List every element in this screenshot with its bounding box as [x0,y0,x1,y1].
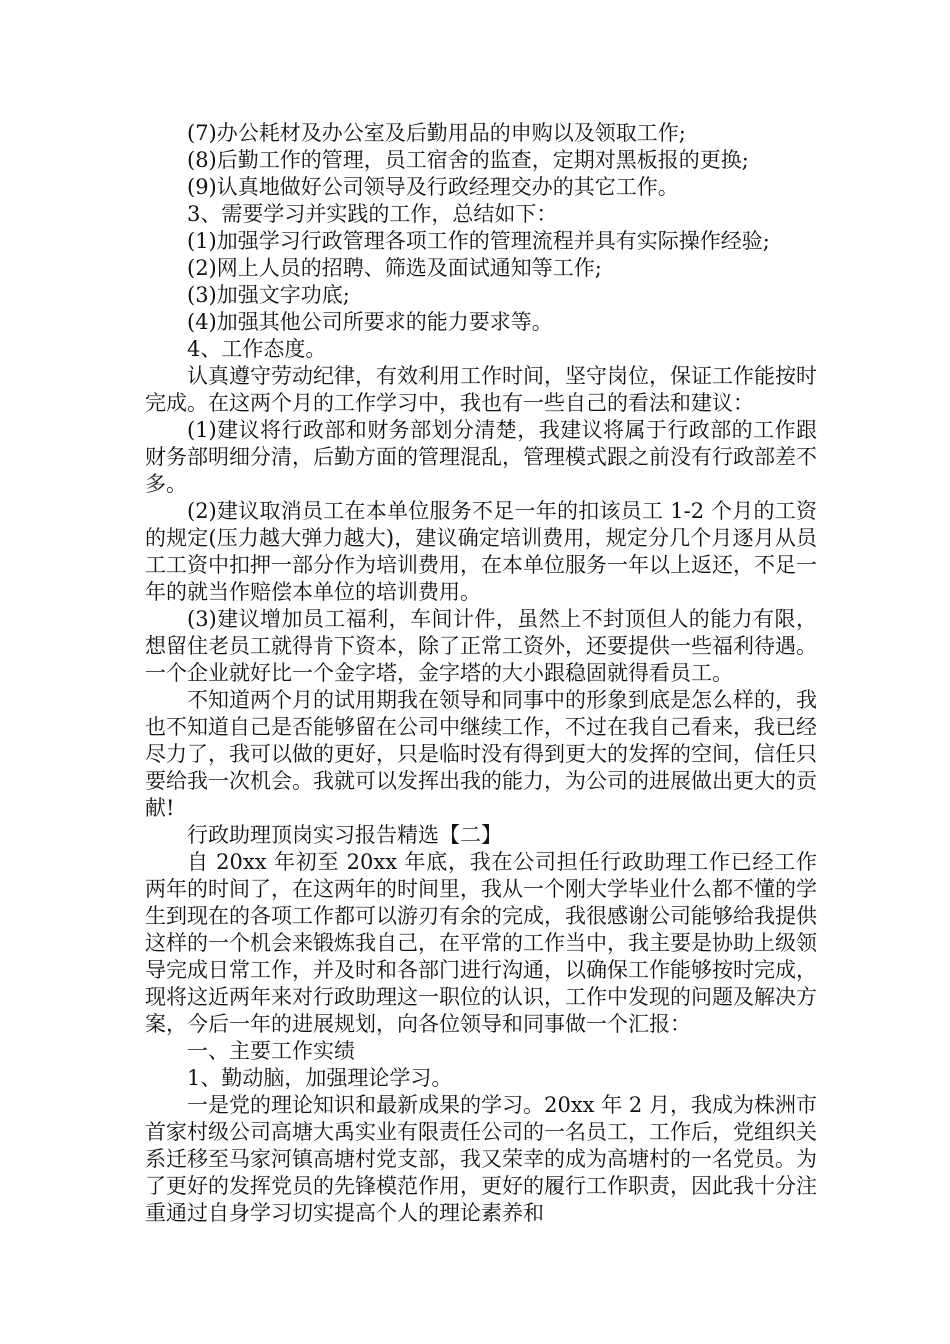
paragraph: 认真遵守劳动纪律，有效利用工作时间，坚守岗位，保证工作能按时完成。在这两个月的工作学习中，我也有一些自己的看法和建议： [145,364,817,415]
paragraph: (1)建议将行政部和财务部划分清楚，我建议将属于行政部的工作跟财务部明细分清，后勤方面的管理混乱，管理模式跟之前没有行政部差不多。 [145,418,817,496]
paragraph: (9)认真地做好公司领导及行政经理交办的其它工作。 [187,175,679,199]
paragraph: (8)后勤工作的管理，员工宿舍的监查，定期对黑板报的更换; [187,148,749,172]
section-heading: 3、需要学习并实践的工作，总结如下： [187,202,558,226]
section-heading: 4、工作态度。 [187,337,327,361]
paragraph: (4)加强其他公司所要求的能力要求等。 [187,310,553,334]
paragraph: (2)建议取消员工在本单位服务不足一年的扣该员工 1-2 个月的工资的规定(压力越大弹力越大)，建议确定培训费用，规定分几个月逐月从员工工资中扣押一部分作为培训费用，在本单位服务一年以上返还，不足一年的就当作赔偿本单位的培训费用。 [145,499,817,604]
paragraph: 一是党的理论知识和最新成果的学习。20xx 年 2 月，我成为株洲市首家村级公司高塘大禹实业有限责任公司的一名员工，工作后，党组织关系迁移至马家河镇高塘村党支部，我又荣幸的成为高塘村的一名党员。为了更好的发挥党员的先锋模范作用，更好的履行工作职责，因此我十分注重通过自身学习切实提高个人的理论素养和 [145,1093,817,1225]
paragraph: (7)办公耗材及办公室及后勤用品的申购以及领取工作; [187,121,686,145]
paragraph: 不知道两个月的试用期我在领导和同事中的形象到底是怎么样的，我也不知道自己是否能够留在公司中继续工作，不过在我自己看来，我已经尽力了，我可以做的更好，只是临时没有得到更大的发挥的空间，信任只要给我一次机会。我就可以发挥出我的能力，为公司的进展做出更大的贡献! [145,688,817,820]
paragraph: (3)加强文字功底; [187,283,350,307]
section-heading: 一、主要工作实绩 [187,1039,355,1063]
paragraph: 自 20xx 年初至 20xx 年底，我在公司担任行政助理工作已经工作两年的时间了，在这两年的时间里，我从一个刚大学毕业什么都不懂的学生到现在的各项工作都可以游刃有余的完成，我很感谢公司能够给我提供这样的一个机会来锻炼我自己，在平常的工作当中，我主要是协助上级领导完成日常工作，并及时和各部门进行沟通，以确保工作能够按时完成，现将这近两年来对行政助理这一职位的认识，工作中发现的问题及解决方案，今后一年的进展规划，向各位领导和同事做一个汇报： [145,850,817,1036]
paragraph: (3)建议增加员工福利，车间计件，虽然上不封顶但人的能力有限，想留住老员工就得肯下资本，除了正常工资外，还要提供一些福利待遇。一个企业就好比一个金字塔，金字塔的大小跟稳固就得看员工。 [145,607,817,685]
section-title: 行政助理顶岗实习报告精选【二】 [187,823,502,847]
document-body [145,120,817,1227]
section-heading: 1、勤动脑，加强理论学习。 [187,1066,453,1090]
paragraph: (1)加强学习行政管理各项工作的管理流程并具有实际操作经验; [187,229,770,253]
paragraph: (2)网上人员的招聘、筛选及面试通知等工作; [187,256,602,280]
